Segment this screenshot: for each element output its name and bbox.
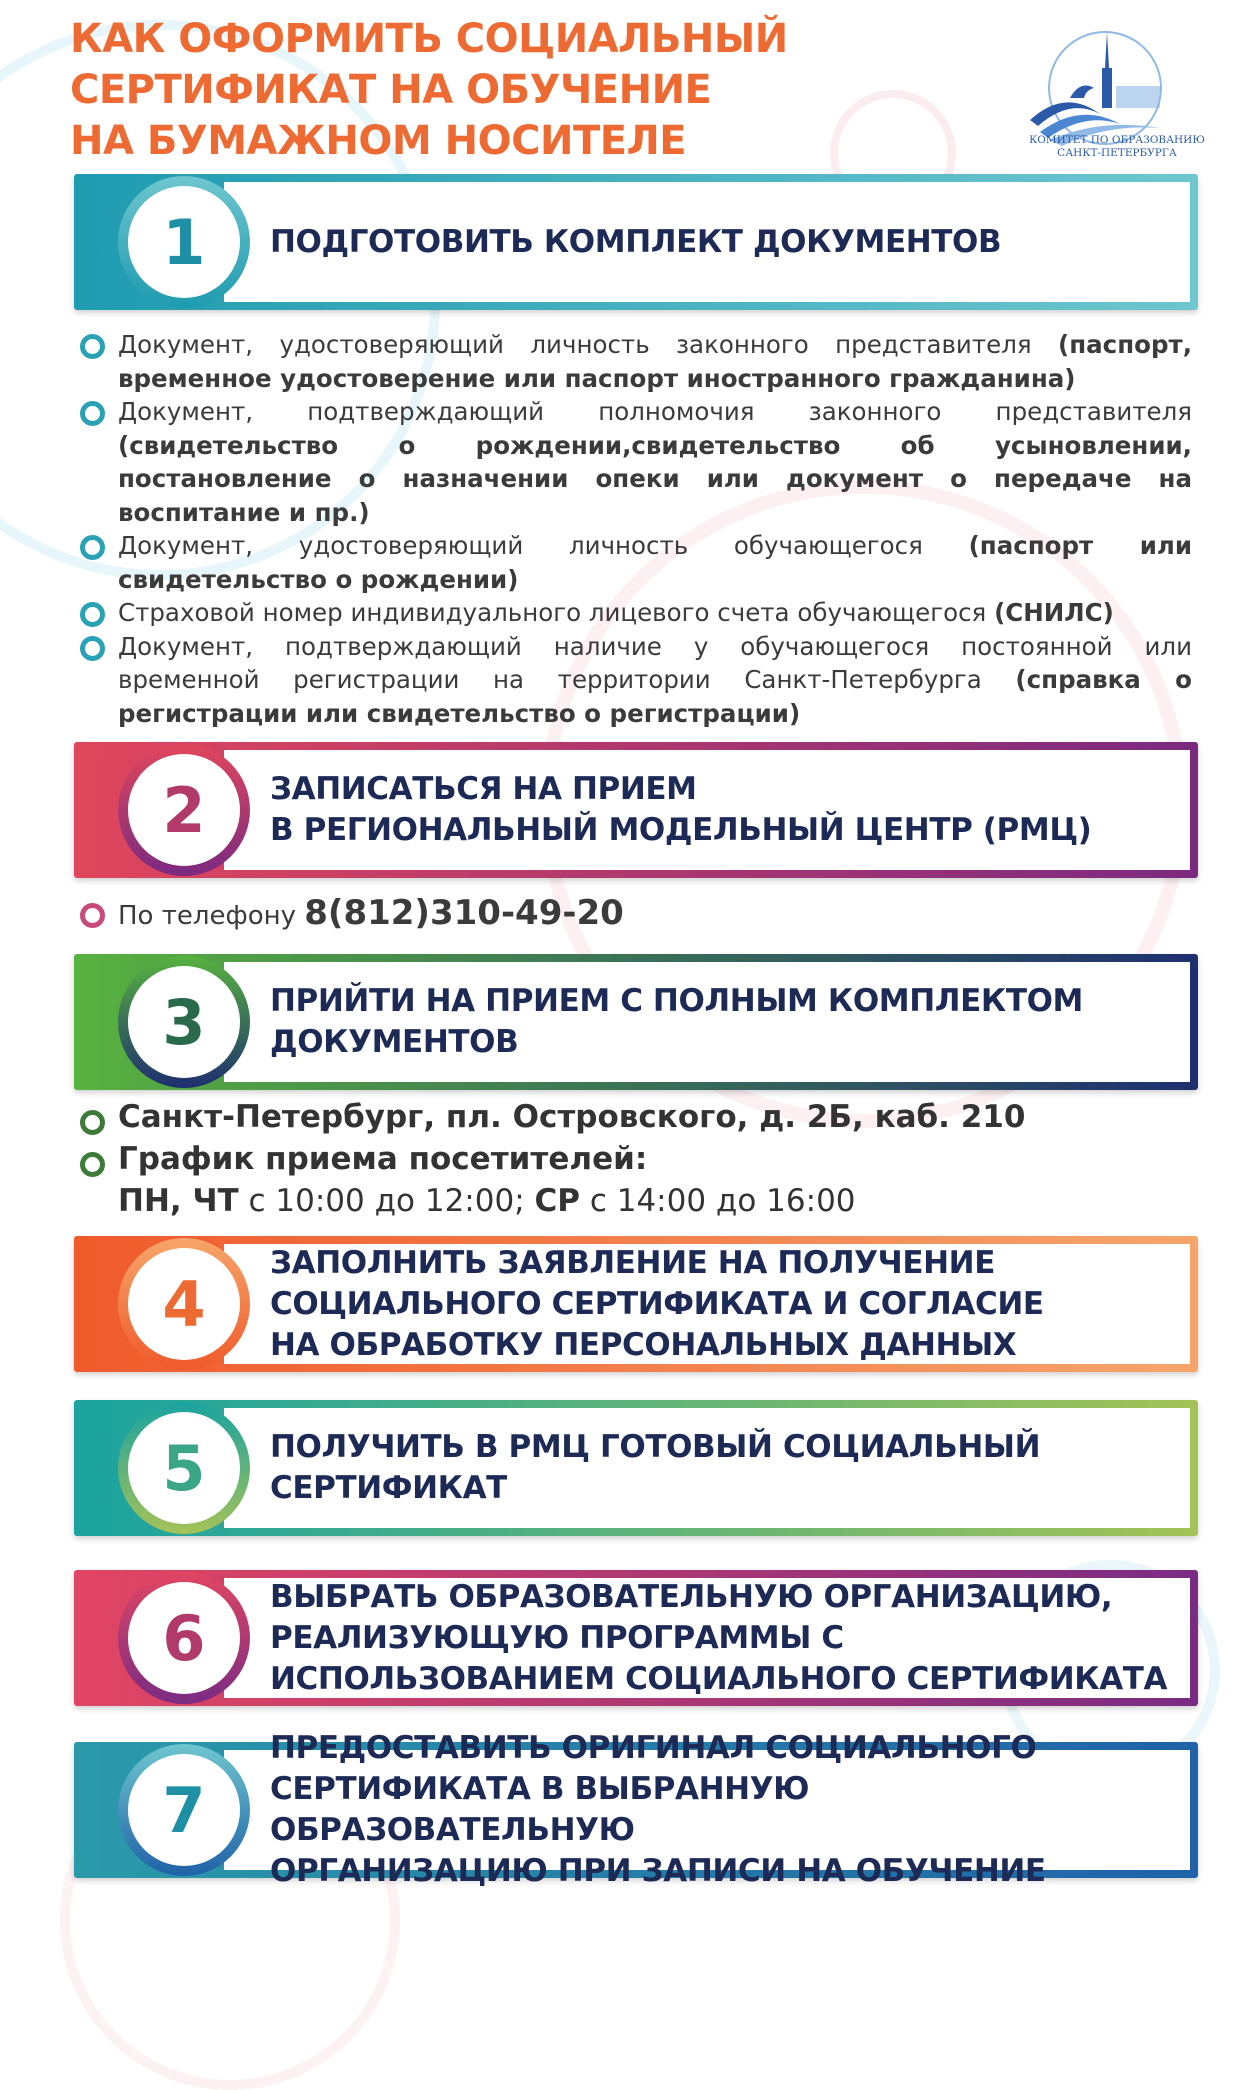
step-4 [74, 1236, 1198, 1372]
step-number: 3 [128, 966, 240, 1078]
step-number-badge [118, 956, 250, 1088]
bullet-icon [80, 903, 105, 928]
step-3 [74, 954, 1198, 1090]
step-1 [74, 174, 1198, 310]
step-title-line: ПРЕДОСТАВИТЬ ОРИГИНАЛ СОЦИАЛЬНОГО [270, 1730, 1037, 1766]
step-title-line: ДОКУМЕНТОВ [270, 1024, 519, 1060]
step-number-badge [118, 744, 250, 876]
step-2 [74, 742, 1198, 878]
bullet-icon [80, 334, 105, 359]
step-title-line: ЗАПОЛНИТЬ ЗАЯВЛЕНИЕ НА ПОЛУЧЕНИЕ [270, 1244, 995, 1281]
list-item: Документ, удостоверяющий личность законного представителя (паспорт, временное удостоверение или паспорт иностранного гражданина) [80, 328, 1192, 395]
step-number: 5 [128, 1412, 240, 1524]
step-title-line: ПРИЙТИ НА ПРИЕМ С ПОЛНЫМ КОМПЛЕКТОМ [270, 983, 1083, 1019]
step-7 [74, 1730, 1198, 1889]
bullet-icon [80, 535, 105, 560]
step-title-line: ПОДГОТОВИТЬ КОМПЛЕКТ ДОКУМЕНТОВ [270, 223, 1002, 260]
phone-label: По телефону [118, 901, 305, 931]
list-item [80, 893, 1192, 936]
step-title [270, 174, 1178, 310]
logo-caption-line: САНКТ-ПЕТЕРБУРГА [1057, 147, 1177, 159]
step-title [270, 742, 1178, 878]
list-item [80, 1096, 1192, 1138]
bullet-icon [80, 401, 105, 426]
documents-list [80, 328, 1192, 730]
logo-caption-line: КОМИТЕТ ПО ОБРАЗОВАНИЮ [1029, 134, 1205, 146]
step-title-line: СЕРТИФИКАТА В ВЫБРАННУЮ ОБРАЗОВАТЕЛЬНУЮ [270, 1771, 810, 1848]
step-title-line: ИСПОЛЬЗОВАНИЕМ СОЦИАЛЬНОГО СЕРТИФИКАТА [270, 1660, 1168, 1697]
step-title [270, 1730, 1178, 1889]
address: Санкт-Петербург, пл. Островского, д. 2Б, каб. 210 [118, 1099, 1026, 1135]
step-title-line: РЕАЛИЗУЮЩУЮ ПРОГРАММЫ С [270, 1619, 844, 1656]
title-line: КАК ОФОРМИТЬ СОЦИАЛЬНЫЙ [70, 16, 788, 62]
schedule-title: График приема посетителей: [118, 1141, 648, 1177]
step-title-line: ПОЛУЧИТЬ В РМЦ ГОТОВЫЙ СОЦИАЛЬНЫЙ [270, 1429, 1041, 1465]
list-item: Документ, подтверждающий наличие у обучающегося постоянной или временной регистрации на территории Санкт-Петербурга (справка о регистрации или свидетельство о регистрации) [80, 630, 1192, 731]
list-item [80, 1138, 1192, 1180]
schedule-line: ПН, ЧТ с 10:00 до 12:00; СР с 14:00 до 16:00 [118, 1183, 856, 1219]
step-5 [74, 1400, 1198, 1536]
bullet-icon [80, 636, 105, 661]
phone-number: 8(812)310-49-20 [304, 893, 624, 933]
step-title-line: СОЦИАЛЬНОГО СЕРТИФИКАТА И СОГЛАСИЕ [270, 1285, 1044, 1322]
step-number-badge [118, 1572, 250, 1704]
logo-caption [1010, 134, 1224, 160]
step-title-line: НА ОБРАБОТКУ ПЕРСОНАЛЬНЫХ ДАННЫХ [270, 1326, 1017, 1363]
step-number-badge [118, 176, 250, 308]
step-title-line: ЗАПИСАТЬСЯ НА ПРИЕМ [270, 771, 697, 807]
bullet-icon [80, 1152, 105, 1177]
step-number: 6 [128, 1582, 240, 1694]
list-item: Страховой номер индивидуального лицевого счета обучающегося (СНИЛС) [80, 596, 1192, 630]
step-number-badge [118, 1744, 250, 1876]
bullet-icon [80, 1110, 105, 1135]
step-title-line: СЕРТИФИКАТ [270, 1470, 507, 1506]
bullet-icon [80, 602, 105, 627]
step-number: 4 [128, 1248, 240, 1360]
step-number: 1 [128, 186, 240, 298]
step-title [270, 1400, 1178, 1536]
title-line: СЕРТИФИКАТ НА ОБУЧЕНИЕ [70, 67, 712, 113]
page-title [70, 14, 810, 167]
list-item: Документ, удостоверяющий личность обучающегося (паспорт или свидетельство о рождении) [80, 529, 1192, 596]
step-title [270, 1570, 1178, 1706]
visit-info [80, 1096, 1192, 1222]
step-title-line: В РЕГИОНАЛЬНЫЙ МОДЕЛЬНЫЙ ЦЕНТР (РМЦ) [270, 812, 1092, 848]
step-title [270, 1236, 1178, 1372]
title-line: НА БУМАЖНОМ НОСИТЕЛЕ [70, 118, 687, 164]
list-item: Документ, подтверждающий полномочия законного представителя (свидетельство о рождении,свидетельство об усыновлении, постановление о назначении опеки или документ о передаче на воспитание и пр.) [80, 395, 1192, 529]
step-title-line: ВЫБРАТЬ ОБРАЗОВАТЕЛЬНУЮ ОРГАНИЗАЦИЮ, [270, 1578, 1113, 1615]
step-6 [74, 1570, 1198, 1706]
step-number-badge [118, 1402, 250, 1534]
step-title [270, 954, 1178, 1090]
phone-info [80, 893, 1192, 936]
step-number: 7 [128, 1754, 240, 1866]
step-number: 2 [128, 754, 240, 866]
step-title-line: ОРГАНИЗАЦИЮ ПРИ ЗАПИСИ НА ОБУЧЕНИЕ [270, 1853, 1046, 1889]
step-number-badge [118, 1238, 250, 1370]
